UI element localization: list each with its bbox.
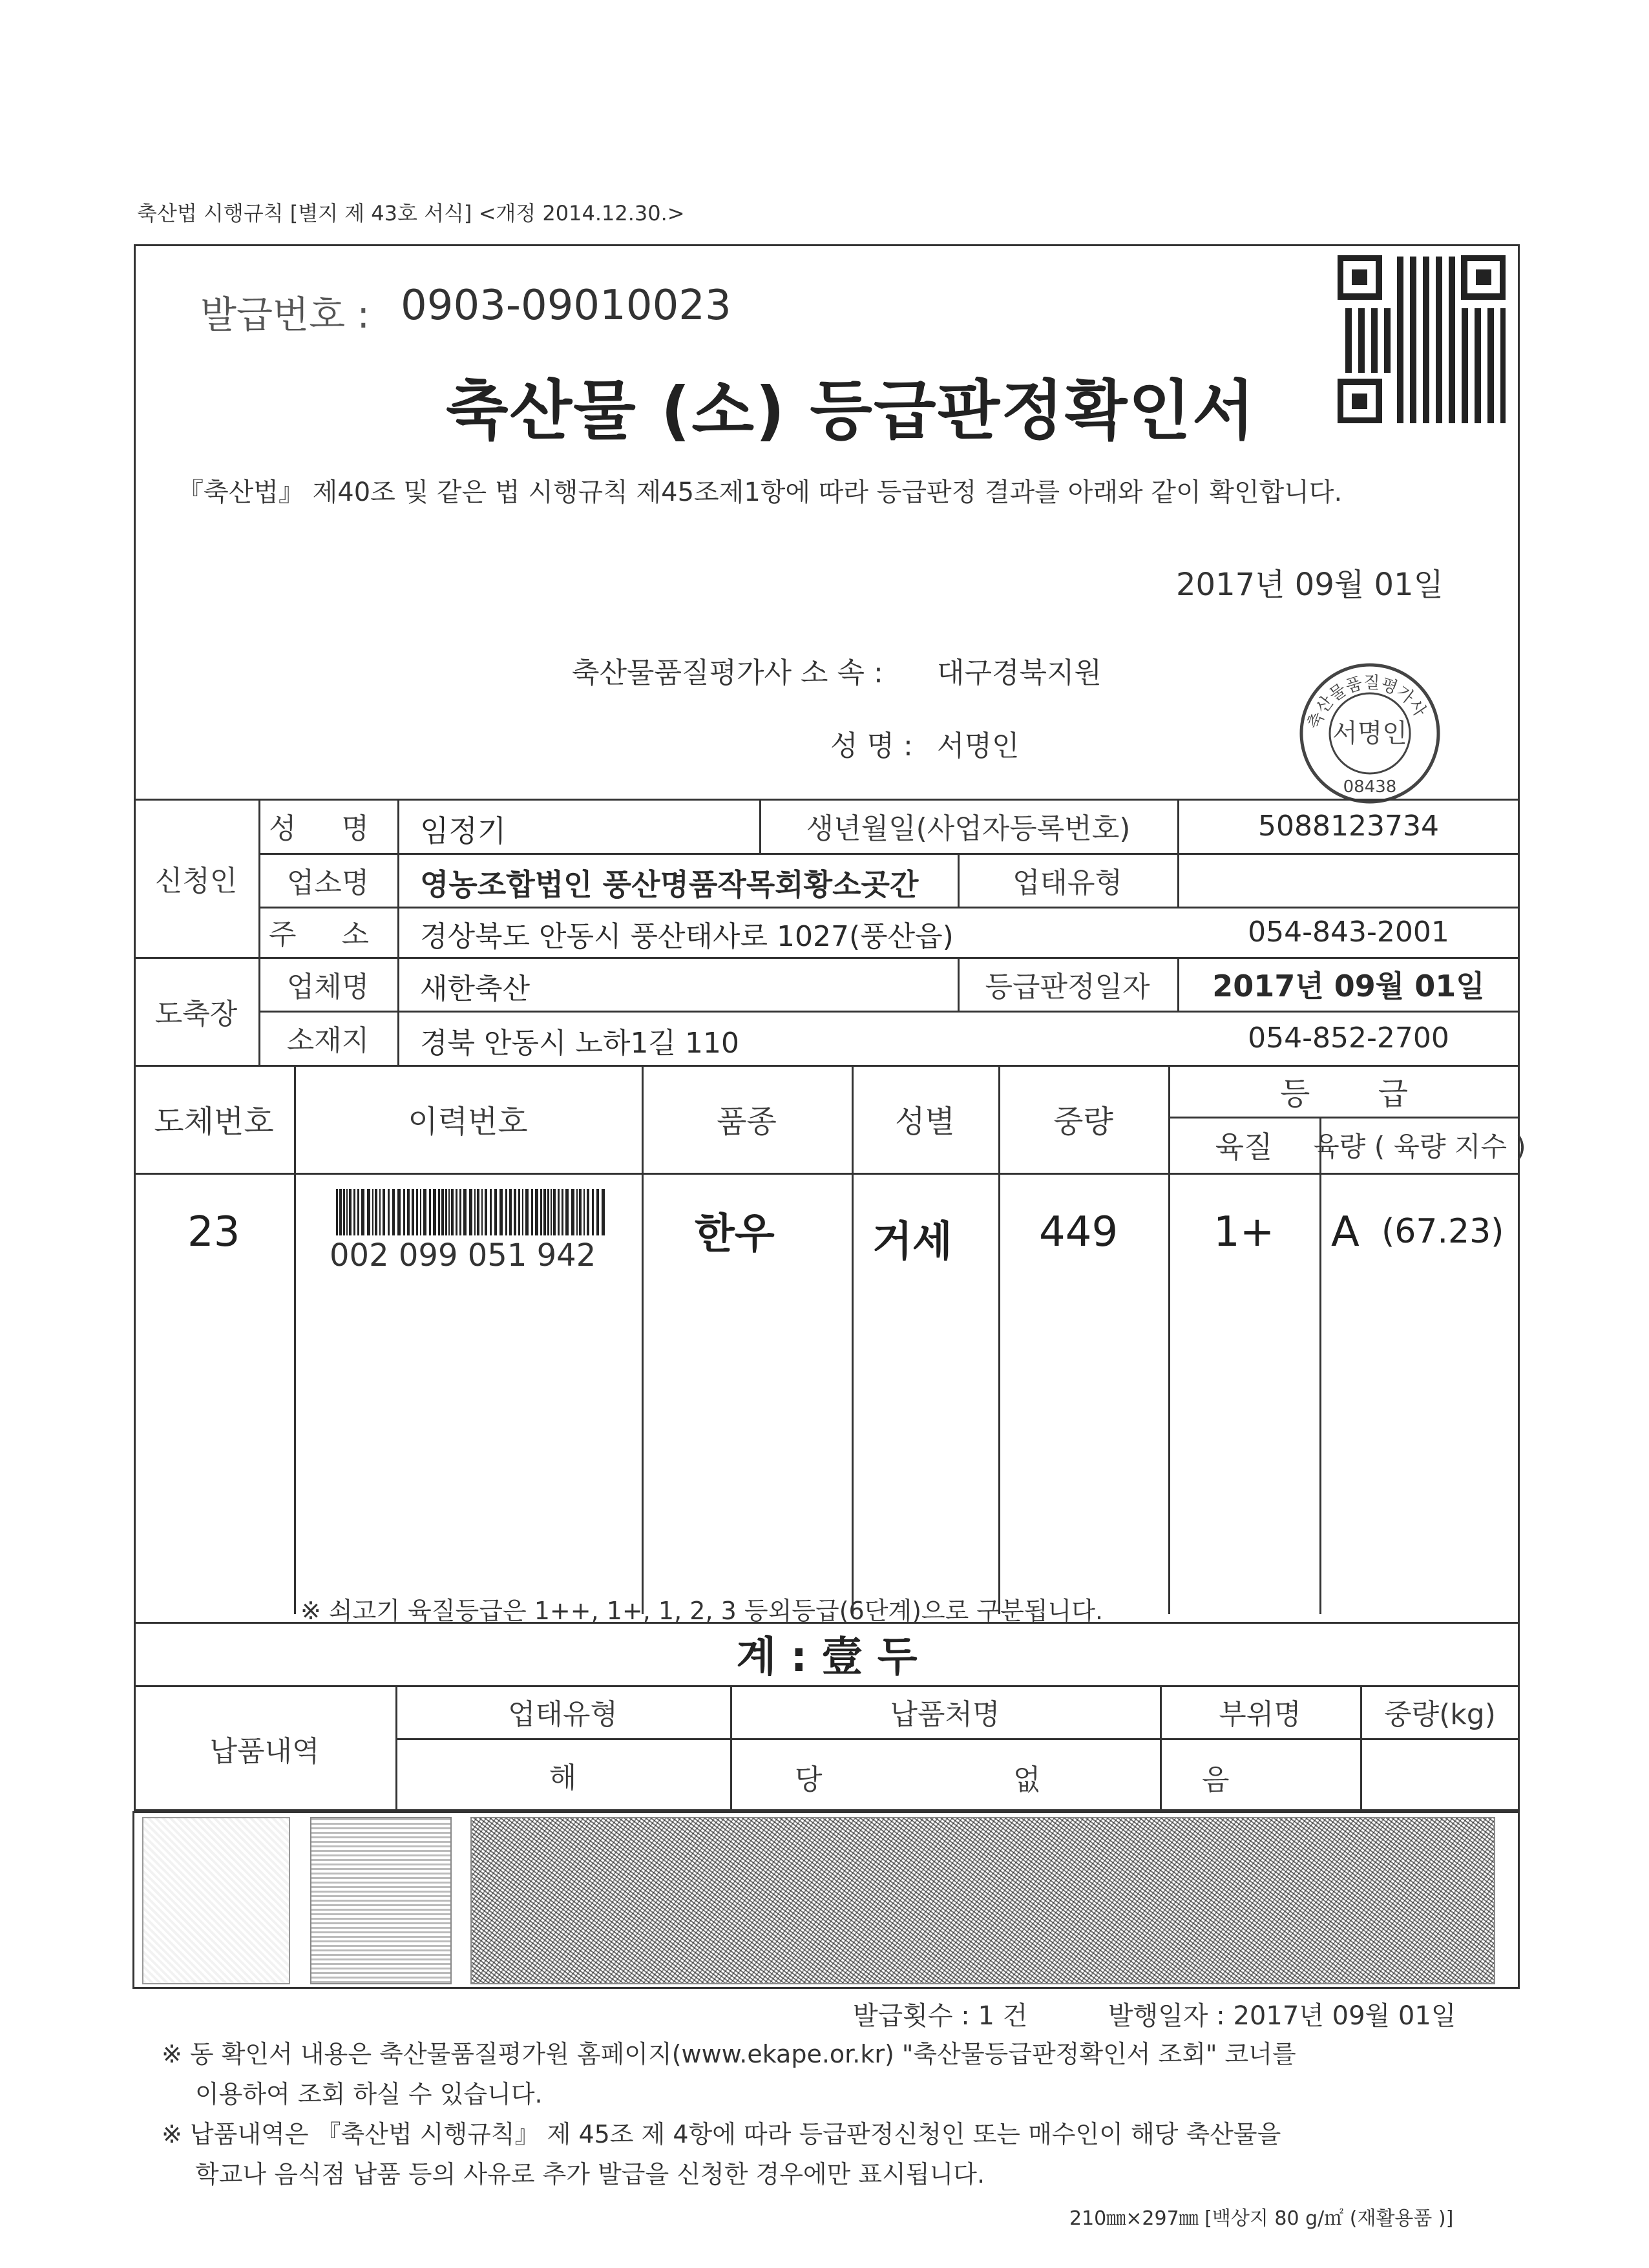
grade-footnote: ※ 쇠고기 육질등급은 1++, 1+, 1, 2, 3 등외등급(6단계)으로 구분됩니다. — [300, 1597, 1104, 1625]
evaluator-affiliation: 대구경북지원 — [937, 656, 1102, 689]
business-type-label: 업태유형 — [1012, 866, 1122, 899]
total-count: 계 : 壹 두 — [736, 1633, 918, 1681]
seal-number: 08438 — [1343, 777, 1397, 797]
document-title: 축산물 (소) 등급판정확인서 — [446, 373, 1256, 448]
delivery-none-char-2: 당 — [795, 1763, 823, 1796]
slaughterhouse-section-label: 도축장 — [154, 997, 238, 1031]
address-label: 주 소 — [269, 918, 387, 951]
footer-note-2-line-1: ※ 납품내역은 『축산법 시행규칙』 제 45조 제 4항에 따라 등급판정신청인 또는 매수인이 해당 축산물을 — [162, 2120, 1281, 2148]
security-watermark-2 — [310, 1817, 452, 1984]
col-carcass-number: 도체번호 — [154, 1104, 274, 1140]
issue-number-label: 발급번호 : — [200, 293, 370, 337]
col-weight: 중량 — [1053, 1104, 1113, 1140]
col-grade: 등 급 — [1280, 1075, 1408, 1112]
security-noise-pattern — [470, 1817, 1495, 1984]
delivery-col-business-type: 업태유형 — [507, 1698, 618, 1731]
company-name-label: 업체명 — [286, 970, 370, 1003]
sex-value: 거세 — [872, 1218, 952, 1266]
footer-note-2-line-2: 학교나 음식점 납품 등의 사유로 추가 발급을 신청한 경우에만 표시됩니다. — [195, 2160, 985, 2189]
carcass-number: 23 — [187, 1208, 240, 1256]
delivery-section-label: 납품내역 — [209, 1734, 320, 1768]
applicant-name: 임정기 — [420, 814, 507, 848]
breed-value: 한우 — [695, 1210, 775, 1258]
applicant-address: 경상북도 안동시 풍산태사로 1027(풍산읍) — [420, 920, 954, 953]
evaluator-name-label: 성 명 : — [830, 730, 913, 762]
weight-value: 449 — [1039, 1208, 1119, 1256]
evaluator-affiliation-label: 축산물품질평가사 소 속 : — [572, 656, 883, 689]
delivery-col-weight: 중량(kg) — [1384, 1698, 1496, 1731]
delivery-col-part: 부위명 — [1219, 1698, 1301, 1731]
slaughterhouse-name: 새한축산 — [420, 972, 530, 1005]
issue-date: 발행일자 : 2017년 09월 01일 — [1108, 2001, 1456, 2031]
security-watermark-1 — [142, 1817, 290, 1984]
trace-number: 002 099 051 942 — [330, 1237, 596, 1274]
grading-date-label: 등급판정일자 — [985, 970, 1150, 1003]
certificate-date: 2017년 09월 01일 — [1176, 567, 1444, 603]
meat-quality-grade: 1+ — [1213, 1208, 1275, 1256]
official-seal — [1296, 659, 1444, 808]
business-registration-number: 5088123734 — [1258, 809, 1439, 843]
location-label: 소재지 — [286, 1024, 370, 1057]
applicant-phone: 054-843-2001 — [1248, 915, 1449, 949]
applicant-name-label: 성 명 — [269, 812, 387, 845]
seal-top-text: 축산물품질평가사 — [1304, 673, 1430, 732]
footer-note-1-line-1: ※ 동 확인서 내용은 축산물품질평가원 홈페이지(www.ekape.or.kr) "축산물등급판정확인서 조회" 코너를 — [162, 2040, 1296, 2068]
issue-count: 발급횟수 : 1 건 — [853, 2001, 1028, 2031]
regulation-text: 축산법 시행규칙 [별지 제 43호 서식] <개정 2014.12.30.> — [137, 201, 685, 226]
delivery-none-char-3: 없 — [1013, 1763, 1041, 1796]
footer-note-1-line-2: 이용하여 조회 하실 수 있습니다. — [195, 2080, 543, 2108]
issue-number: 0903-09010023 — [401, 282, 731, 330]
paper-spec: 210㎜×297㎜ [백상지 80 g/㎡ (재활용품 )] — [1069, 2207, 1454, 2230]
slaughterhouse-address: 경북 안동시 노하1길 110 — [420, 1027, 739, 1060]
meat-yield-index: (67.23) — [1381, 1212, 1504, 1251]
qr-code-icon — [1338, 255, 1506, 423]
barcode-icon — [336, 1189, 607, 1235]
seal-center-text: 서명인 — [1332, 719, 1407, 748]
business-type — [1177, 853, 1520, 907]
meat-yield-grade: A — [1331, 1208, 1360, 1256]
col-breed: 품종 — [717, 1104, 777, 1140]
delivery-col-recipient: 납품처명 — [890, 1698, 1000, 1731]
col-meat-quality: 육질 — [1215, 1129, 1273, 1164]
delivery-none-char-1: 해 — [549, 1761, 577, 1794]
delivery-none-char-4: 음 — [1202, 1763, 1230, 1796]
evaluator-name: 서명인 — [937, 730, 1020, 762]
col-sex: 성별 — [895, 1104, 955, 1140]
slaughterhouse-phone: 054-852-2700 — [1248, 1021, 1449, 1055]
birth-label: 생년월일(사업자등록번호) — [806, 812, 1131, 845]
col-trace-number: 이력번호 — [408, 1104, 528, 1140]
business-name: 영농조합법인 풍산명품작목회황소곳간 — [420, 867, 919, 902]
business-name-label: 업소명 — [286, 866, 370, 899]
applicant-section-label: 신청인 — [154, 864, 238, 898]
col-meat-yield: 육량 ( 육량 지수 ) — [1313, 1130, 1526, 1162]
intro-text: 『축산법』 제40조 및 같은 법 시행규칙 제45조제1항에 따라 등급판정 결과를 아래와 같이 확인합니다. — [178, 478, 1343, 507]
grading-date: 2017년 09월 01일 — [1212, 968, 1485, 1003]
